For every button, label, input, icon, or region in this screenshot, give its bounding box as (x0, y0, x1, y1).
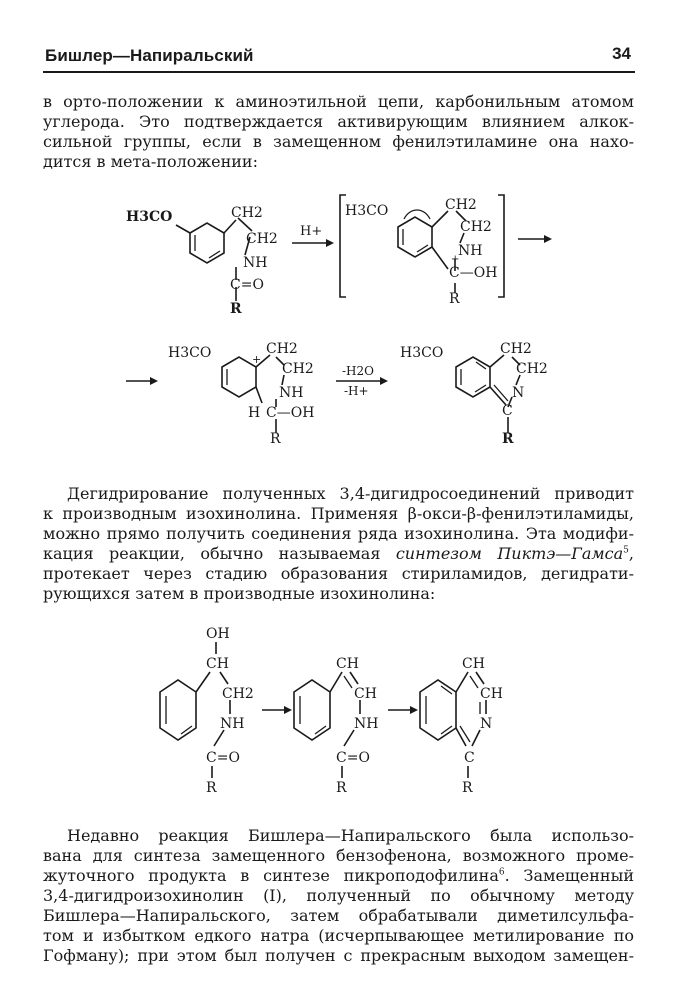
mol2-nh: NH (354, 716, 379, 732)
intermediate-1-c-oh: C—OH (449, 265, 498, 281)
mol3-n: N (480, 716, 493, 732)
intermediate-1-ch2-ring: CH2 (460, 219, 492, 235)
mol3-ch: CH (480, 686, 503, 702)
text-line: сильной группы, если в замещенном фенилэтиламине она нахо- (43, 132, 634, 151)
text-line: дится в мета-положении: (43, 152, 258, 171)
dehydration-label-bottom: -H+ (344, 384, 369, 398)
arrow-h-plus (292, 224, 334, 247)
mol2-r: R (336, 780, 347, 796)
paragraph-3 (43, 826, 634, 966)
intermediate-2-nh: NH (279, 385, 304, 401)
text-line: в орто-положении к аминоэтильной цепи, карбонильным атомом (43, 92, 634, 111)
intermediate-2-structure (168, 341, 314, 447)
mol1-nh: NH (220, 716, 245, 732)
header-rule (43, 71, 635, 73)
molecule-1-structure (160, 626, 254, 796)
text-line: к производным изохинолина. Применяя β-окси-β-фенилэтиламиды, (43, 504, 634, 523)
page-number: 34 (612, 44, 631, 63)
intermediate-2-ch2-ring: CH2 (282, 361, 314, 377)
arrow-label-h-plus: H+ (300, 224, 323, 239)
arrow-scheme2-2 (388, 706, 418, 714)
paragraph-1 (43, 92, 634, 172)
text-line: можно прямо получить соединения ряда изохинолина. Эта модифи- (43, 524, 634, 543)
paragraph-2 (43, 484, 634, 604)
mol1-r: R (206, 780, 217, 796)
mol2-ch: CH (354, 686, 377, 702)
intermediate-2-ch2-top: CH2 (266, 341, 298, 357)
intermediate-2-r: R (270, 431, 281, 447)
arrow-from-row-1 (126, 377, 158, 385)
reactant-r: R (230, 301, 242, 317)
mol3-ch-top: CH (462, 656, 485, 672)
text-line: Недавно реакция Бишлера—Напиральского была использо- (67, 826, 634, 845)
text-line: углерода. Это подтверждается активирующим влиянием алкок- (43, 112, 634, 131)
right-bracket (498, 195, 504, 297)
text-line: вана для синтеза замещенного бензофенона, возможного проме- (43, 846, 634, 865)
mol2-ch-top: CH (336, 656, 359, 672)
product-structure (400, 341, 548, 447)
intermediate-1-nh: NH (458, 243, 483, 259)
mol3-c: C (464, 750, 475, 766)
product-ch2-ring: CH2 (516, 361, 548, 377)
molecule-2-structure (294, 656, 378, 796)
product-ch2-top: CH2 (500, 341, 532, 357)
footnote-ref: 5 (623, 545, 629, 556)
arrow-dehydration (336, 364, 388, 398)
running-header (43, 40, 633, 68)
reactant-ch2-chain: CH2 (246, 231, 278, 247)
dehydration-label-top: -H2O (342, 364, 374, 378)
intermediate-1-ch2-top: CH2 (445, 197, 477, 213)
intermediate-2-substituent: H3CO (168, 345, 212, 361)
product-c: C (502, 403, 513, 419)
footnote-ref: 6 (498, 867, 505, 878)
product-n: N (512, 385, 525, 401)
reactant-nh: NH (243, 255, 268, 271)
reaction-scheme-1 (0, 185, 675, 475)
reactant-substituent: H3CO (126, 209, 173, 225)
text-fragment: . Замещенный (504, 866, 634, 885)
text-line: рующихся затем в производные изохинолина: (43, 584, 436, 603)
intermediate-2-plus: + (252, 353, 262, 366)
reactant-structure (126, 205, 278, 317)
intermediate-2-h: H (248, 405, 261, 421)
text-line: 3,4-дигидроизохинолин (I), полученный по обычному методу (43, 886, 634, 905)
intermediate-2-c-oh: C—OH (266, 405, 315, 421)
molecule-3-structure (420, 656, 503, 796)
intermediate-1-substituent: H3CO (345, 203, 389, 219)
text-fragment: жуточного продукта в синтезе пикроподофилина (43, 866, 499, 885)
italic-term: синтезом Пиктэ—Гамса (395, 544, 624, 563)
text-line: Бишлера—Напиральского, затем обрабатывали диметилсульфа- (43, 906, 634, 925)
intermediate-1-r: R (449, 291, 460, 307)
text-fragment: кация реакции, обычно называемая (43, 544, 381, 563)
text-line-with-footnote (43, 866, 634, 886)
mol1-oh: OH (206, 626, 230, 642)
text-line: Дегидрирование полученных 3,4-дигидросоединений приводит (67, 484, 634, 503)
reactant-ch2-top: CH2 (231, 205, 263, 221)
product-substituent: H3CO (400, 345, 444, 361)
mol2-co: C=O (336, 750, 370, 766)
reactant-carbonyl: C=O (230, 277, 264, 293)
text-line: Гофману); при этом был получен с прекрасным выходом замещен- (43, 946, 634, 965)
product-r: R (502, 431, 514, 447)
reaction-scheme-2 (0, 620, 675, 810)
mol1-ch: CH (206, 656, 229, 672)
arrow-to-row-2 (518, 235, 552, 243)
header-title: Бишлер—Напиральский (45, 46, 254, 65)
mol1-ch2: CH2 (222, 686, 254, 702)
text-line: протекает через стадию образования стириламидов, дегидрати- (43, 564, 634, 583)
intermediate-1-plus: + (451, 254, 460, 265)
text-line-with-italic: кация реакции, обычно называемая синтезом Пиктэ—Гамса$^5$, (43, 544, 634, 563)
mol1-co: C=O (206, 750, 240, 766)
text-line: том и избытком едкого натра (исчерпывающее метилирование по (43, 926, 634, 945)
arrow-scheme2-1 (262, 706, 292, 714)
intermediate-1-structure (345, 197, 497, 307)
mol3-r: R (462, 780, 473, 796)
